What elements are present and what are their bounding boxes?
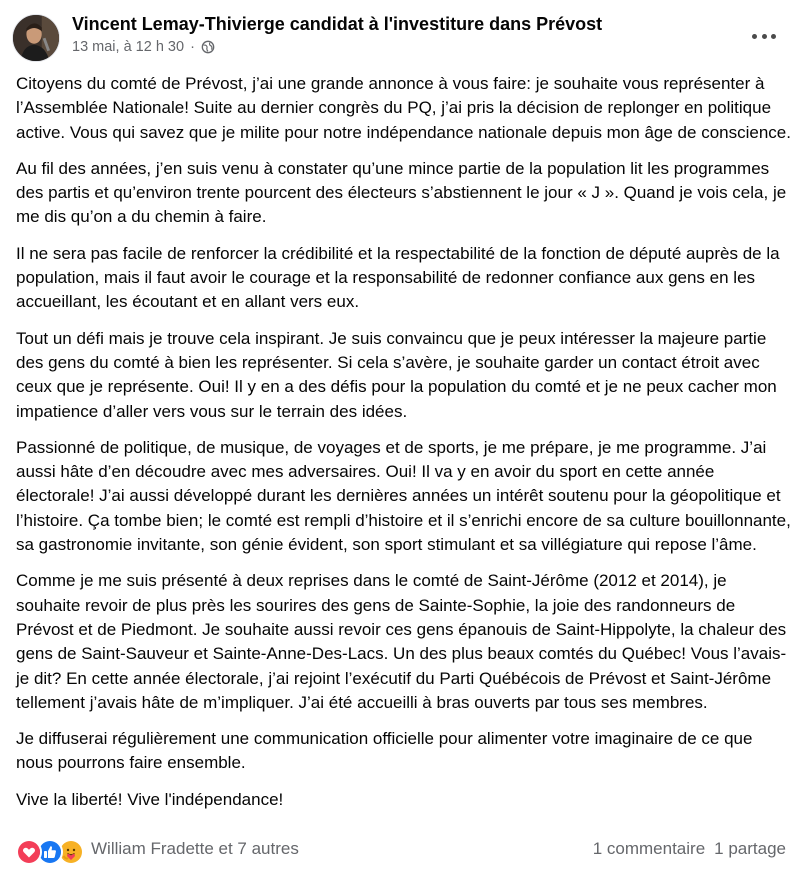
post-footer <box>16 836 786 864</box>
author-name[interactable]: Vincent Lemay-Thivierge candidat à l'investiture dans Prévost <box>72 14 603 34</box>
post-meta <box>72 39 215 55</box>
avatar-photo <box>13 15 59 61</box>
post-paragraph: Citoyens du comté de Prévost, j’ai une grande annonce à vous faire: je souhaite vous représenter à l’Assemblée Nationale! Suite au dernier congrès du PQ, j’ai pris la décision de replonger en politique active. Vous qui savez que je milite pour notre indépendance nationale depuis mon âge de conscience. <box>16 74 791 142</box>
post-timestamp[interactable]: 13 mai, à 12 h 30 <box>72 39 185 55</box>
more-options-icon[interactable] <box>752 26 776 46</box>
engagement-counts <box>593 839 786 859</box>
love-reaction-icon <box>16 839 42 865</box>
author-avatar[interactable] <box>12 14 60 62</box>
comments-count[interactable]: 1 commentaire <box>592 839 706 858</box>
post-paragraph: Vive la liberté! Vive l'indépendance! <box>16 789 284 809</box>
reaction-icons[interactable] <box>16 839 79 865</box>
post-paragraph: Tout un défi mais je trouve cela inspirant. Je suis convaincu que je peux intéresser la majeure partie des gens du comté à bien les représenter. Si cela s’avère, je souhaite garder un contact étroit avec ceux que je représente. Oui! Il y en a des défis pour la population du comté et je ne peux cacher mon impatience d’aller vers vous sur le terrain des idées. <box>16 328 777 421</box>
post-paragraph: Je diffuserai régulièrement une communication officielle pour alimenter votre imaginaire de ce que nous pourrons faire ensemble. <box>16 729 753 773</box>
shares-count[interactable]: 1 partage <box>714 839 786 858</box>
post-paragraph: Passionné de politique, de musique, de voyages et de sports, je me prépare, je me programme. J’ai aussi hâte d’en découdre avec mes adversaires. Oui! Il va y en avoir du sport en cette année électorale! J’ai aussi développé durant les dernières années un intérêt soutenu pour la géopolitique et l’histoire. Ça tombe bien; le comté est rempli d’histoire et il s’enrichi encore de sa culture bouillonnante, sa gastronomie invitante, son génie évident, son sport stimulant et sa villégiature qui repose l’âme. <box>16 437 791 555</box>
post-paragraph: Il ne sera pas facile de renforcer la crédibilité et la respectabilité de la fonction de député auprès de la population, mais il faut avoir le courage et la responsabilité de redonner confiance aux gens en les accueillant, les écoutant et en allant vers eux. <box>16 243 780 312</box>
globe-icon[interactable] <box>201 40 215 54</box>
reactors-text[interactable]: William Fradette et 7 autres <box>91 839 299 858</box>
post-body <box>16 72 792 824</box>
post-paragraph: Comme je me suis présenté à deux reprises dans le comté de Saint-Jérôme (2012 et 2014), je souhaite revoir de plus près les sourires des gens de Sainte-Sophie, la joie des randonneurs de Prévost et de Piedmont. Je souhaite aussi revoir ces gens épanouis de Saint-Hippolyte, la chaleur des gens de Saint-Sauveur et Sainte-Anne-Des-Lacs. Un des plus beaux comtés du Québec! Vous l’avais-je dit? En cette année électorale, j’ai rejoint l’exécutif du Parti Québécois de Prévost et Saint-Jérôme tellement j’avais hâte de m’impliquer. J’ai été accueilli à bras ouverts par tous ses membres. <box>16 571 787 712</box>
meta-separator: · <box>190 39 195 55</box>
post-paragraph: Au fil des années, j’en suis venu à constater qu’une mince partie de la population lit les programmes des partis et qu’environ trente pourcent des électeurs s’abstiennent le jour « J ». Quand je vois cela, je me dis qu’on a du chemin à faire. <box>16 158 787 227</box>
